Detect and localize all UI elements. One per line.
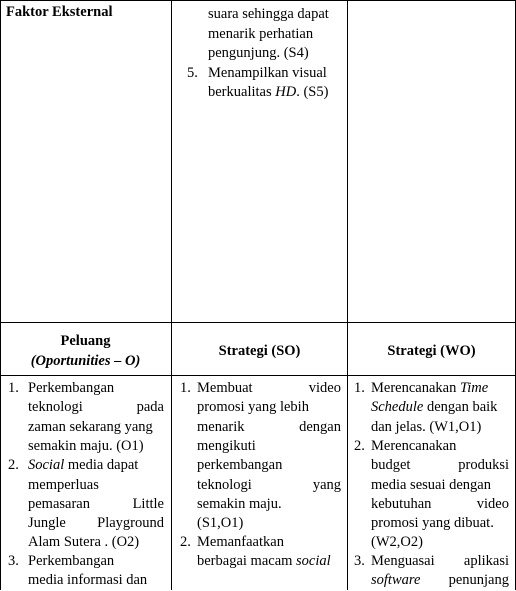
so-item1-line: teknologi yang	[197, 477, 341, 493]
so-item1-line: (S1,O1)	[197, 515, 244, 531]
wo-item2-line: (W2,O2)	[371, 534, 423, 550]
column-divider-1	[171, 0, 172, 590]
so-continued-line: pengunjung. (S4)	[208, 45, 309, 61]
list-number: 2.	[180, 534, 191, 550]
wo-item2-line: kebutuhan video	[371, 496, 509, 512]
wo-item3-line: Menguasai aplikasi	[371, 553, 509, 569]
list-number: 3.	[8, 553, 19, 569]
so-item1-line: Membuat video	[197, 380, 341, 396]
so-item5-line: berkualitas HD. (S5)	[208, 84, 329, 100]
peluang-subheader: (Oportunities – O)	[30, 353, 141, 369]
wo-item1-line: Schedule dengan baik	[371, 399, 498, 415]
so-item2-line: Memanfaatkan	[197, 534, 284, 550]
wo-item2-line: promosi yang dibuat.	[371, 515, 494, 531]
so-item2-line: berbagai macam social	[197, 553, 331, 569]
table-border-left	[0, 0, 1, 590]
so-item1-line: semakin maju.	[197, 496, 282, 512]
wo-item2-line: Merencanakan	[371, 438, 457, 454]
wo-item3-line: software penunjang	[371, 572, 509, 588]
list-number: 2.	[8, 457, 19, 473]
faktor-eksternal-label: Faktor Eksternal	[6, 4, 113, 20]
so-item1-line: promosi yang lebih	[197, 399, 309, 415]
wo-item2-line: budget produksi	[371, 457, 509, 473]
row-divider-2	[0, 375, 516, 376]
peluang-item1-line: teknologi pada	[28, 399, 164, 415]
wo-item1-line: dan jelas. (W1,O1)	[371, 419, 482, 435]
list-number: 5.	[187, 65, 198, 81]
peluang-item2-line: Alam Sutera . (O2)	[28, 534, 140, 550]
list-number: 3.	[354, 553, 365, 569]
strategi-so-header: Strategi (SO)	[218, 343, 301, 359]
wo-item1-line: Merencanakan Time	[371, 380, 489, 396]
list-number: 1.	[8, 380, 19, 396]
peluang-item2-line: pemasaran Little	[28, 496, 164, 512]
peluang-item1-line: semakin maju. (O1)	[28, 438, 144, 454]
peluang-item1-line: Perkembangan	[28, 380, 115, 396]
so-item1-line: menarik dengan	[197, 419, 341, 435]
row-divider-1	[0, 322, 516, 323]
peluang-item2-line: Social media dapat	[28, 457, 139, 473]
so-continued-line: menarik perhatian	[208, 26, 314, 42]
peluang-item1-line: zaman sekarang yang	[28, 419, 153, 435]
list-number: 1.	[180, 380, 191, 396]
peluang-item3-line: Perkembangan	[28, 553, 115, 569]
so-item5-line: Menampilkan visual	[208, 65, 327, 81]
peluang-item3-line: media informasi dan	[28, 572, 148, 588]
list-number: 2.	[354, 438, 365, 454]
so-item1-line: perkembangan	[197, 457, 283, 473]
so-continued-line: suara sehingga dapat	[208, 6, 329, 22]
table-border-top	[0, 0, 516, 1]
peluang-item2-line: Jungle Playground	[28, 515, 164, 531]
so-item1-line: mengikuti	[197, 438, 256, 454]
peluang-header: Peluang	[60, 333, 111, 349]
column-divider-2	[347, 0, 348, 590]
peluang-item2-line: memperluas	[28, 477, 99, 493]
list-number: 1.	[354, 380, 365, 396]
strategi-wo-header: Strategi (WO)	[387, 343, 476, 359]
wo-item2-line: media sesuai dengan	[371, 477, 491, 493]
